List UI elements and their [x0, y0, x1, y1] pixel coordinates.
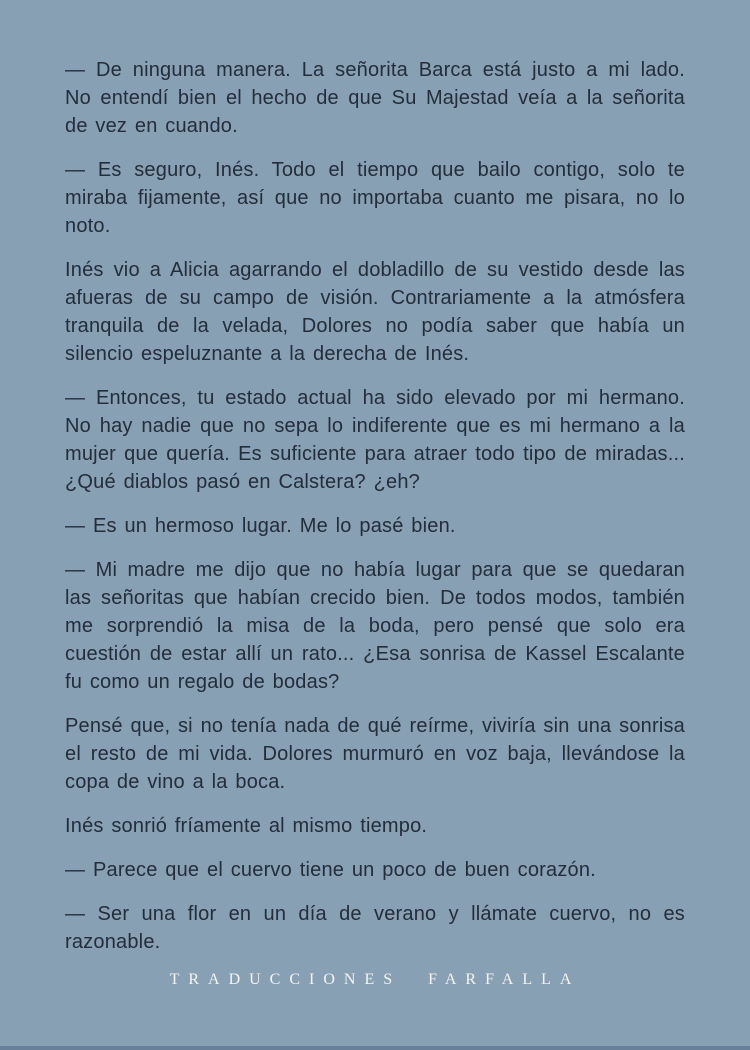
- paragraph: — Entonces, tu estado actual ha sido elevado por mi hermano. No hay nadie que no sepa lo indiferente que es mi hermano a la mujer que quería. Es suficiente para atraer todo tipo de miradas... ¿Qué diablos pasó en Calstera? ¿eh?: [65, 387, 685, 493]
- paragraph: Pensé que, si no tenía nada de qué reírme, viviría sin una sonrisa el resto de mi vida. Dolores murmuró en voz baja, llevándose la copa de vino a la boca.: [65, 715, 685, 793]
- paragraph: — Es seguro, Inés. Todo el tiempo que bailo contigo, solo te miraba fijamente, así que no importaba cuanto me pisara, no lo noto.: [65, 159, 685, 237]
- paragraph: — Parece que el cuervo tiene un poco de buen corazón.: [65, 859, 596, 881]
- paragraph: Inés sonrió fríamente al mismo tiempo.: [65, 815, 428, 837]
- paragraph: — Es un hermoso lugar. Me lo pasé bien.: [65, 515, 456, 537]
- paragraph: Inés vio a Alicia agarrando el dobladillo de su vestido desde las afueras de su campo de visión. Contrariamente a la atmósfera tranquila de la velada, Dolores no podía saber que había un silencio espeluznante a la derecha de Inés.: [65, 259, 685, 365]
- translator-credit: TRADUCCIONES FARFALLA: [169, 971, 581, 988]
- paragraph: — Ser una flor en un día de verano y llámate cuervo, no es razonable.: [65, 903, 685, 953]
- novel-text-block: [65, 56, 685, 972]
- bottom-edge-divider: [0, 1046, 750, 1050]
- paragraph: — Mi madre me dijo que no había lugar para que se quedaran las señoritas que habían crecido bien. De todos modos, también me sorprendió la misa de la boda, pero pensé que solo era cuestión de estar allí un rato... ¿Esa sonrisa de Kassel Escalante fu como un regalo de bodas?: [65, 559, 685, 693]
- paragraph: — De ninguna manera. La señorita Barca está justo a mi lado. No entendí bien el hecho de que Su Majestad veía a la señorita de vez en cuando.: [65, 59, 685, 137]
